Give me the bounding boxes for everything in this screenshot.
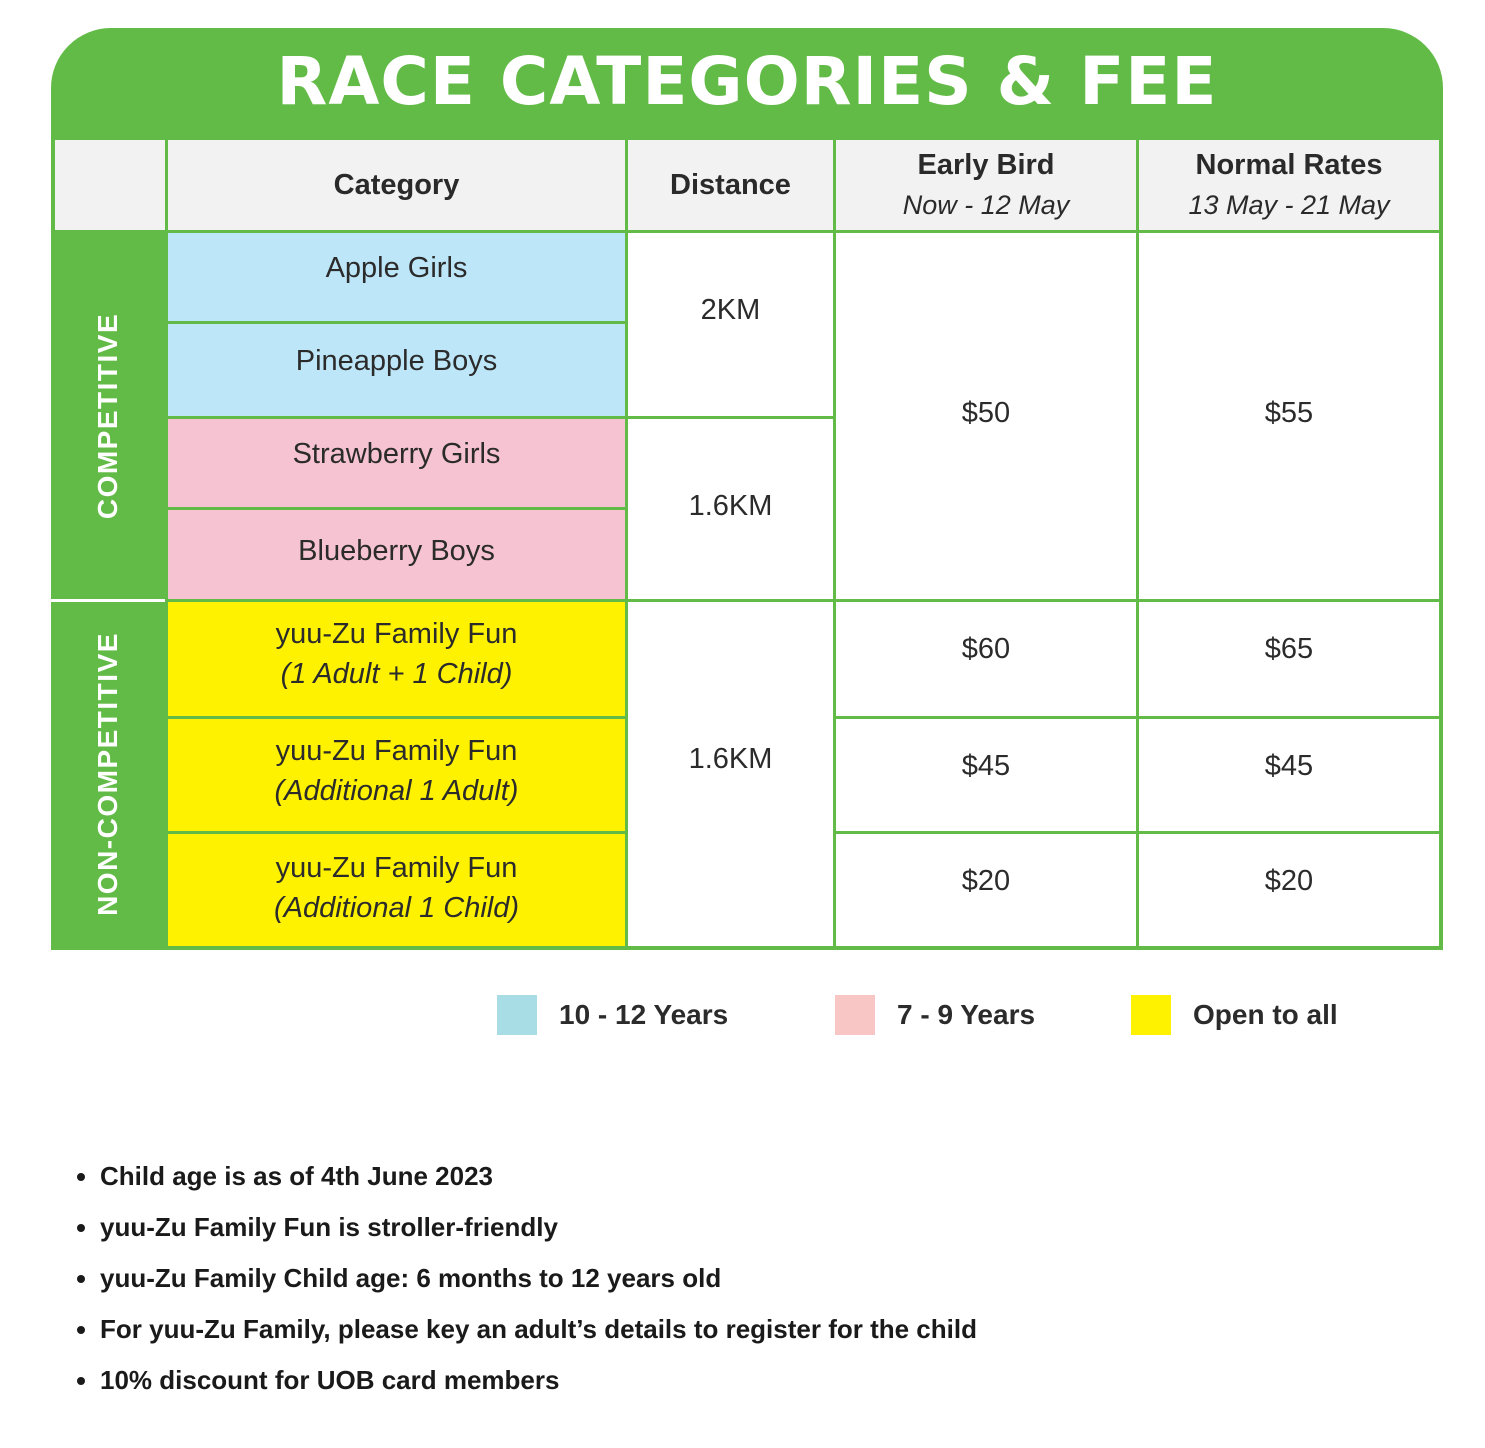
note-item: • Child age is as of 4th June 2023: [100, 1155, 977, 1206]
note-item: • 10% discount for UOB card members: [100, 1359, 977, 1410]
note-item: • yuu-Zu Family Child age: 6 months to 12 years old: [100, 1257, 977, 1308]
notes-list: [70, 1155, 977, 1410]
page-title: RACE CATEGORIES & FEE: [276, 43, 1218, 120]
legend-item-7-9: [835, 995, 1035, 1035]
normal-rates-dates: 13 May - 21 May: [1188, 190, 1390, 220]
race-fee-card: [51, 28, 1443, 950]
category-apple-girls: Apple Girls: [168, 233, 625, 321]
category-family-add-child: yuu-Zu Family Fun (Additional 1 Child): [168, 834, 625, 946]
header-normal-rates: [1139, 140, 1439, 230]
distance-1-6km-competitive: 1.6KM: [628, 419, 833, 599]
category-family-1a1c: yuu-Zu Family Fun (1 Adult + 1 Child): [168, 602, 625, 716]
header-blank-cell: [55, 140, 165, 230]
header-category: [168, 140, 625, 230]
price-family-1a1c-normal: $65: [1139, 602, 1439, 716]
note-item: • yuu-Zu Family Fun is stroller-friendly: [100, 1206, 977, 1257]
category-strawberry-girls: Strawberry Girls: [168, 419, 625, 507]
legend-item-open: [1131, 995, 1338, 1035]
category-blueberry-boys: Blueberry Boys: [168, 510, 625, 599]
header-distance: [628, 140, 833, 230]
price-family-1a1c-early: $60: [836, 602, 1136, 716]
price-add-child-normal: $20: [1139, 834, 1439, 946]
price-competitive-early: $50: [836, 233, 1136, 599]
group-label-non-competitive: NON-COMPETITIVE: [92, 632, 123, 916]
price-add-adult-normal: $45: [1139, 719, 1439, 831]
legend-swatch-yellow: [1131, 995, 1171, 1035]
category-family-add-adult: yuu-Zu Family Fun (Additional 1 Adult): [168, 719, 625, 831]
distance-1-6km-family: 1.6KM: [628, 602, 833, 946]
note-item: • For yuu-Zu Family, please key an adult’s details to register for the child: [100, 1308, 977, 1359]
legend-swatch-blue: [497, 995, 537, 1035]
header-category-label: Category: [333, 168, 460, 201]
group-label-competitive: COMPETITIVE: [92, 312, 124, 520]
early-bird-label: Early Bird: [917, 149, 1055, 181]
price-competitive-normal: $55: [1139, 233, 1439, 599]
legend-label: 10 - 12 Years: [559, 999, 729, 1030]
legend-item-10-12: [497, 995, 728, 1035]
header-early-bird: [836, 140, 1136, 230]
legend-label: Open to all: [1193, 999, 1338, 1030]
category-pineapple-boys: Pineapple Boys: [168, 324, 625, 416]
normal-rates-label: Normal Rates: [1195, 149, 1383, 181]
distance-2km: 2KM: [628, 233, 833, 416]
early-bird-dates: Now - 12 May: [902, 190, 1070, 220]
price-add-child-early: $20: [836, 834, 1136, 946]
legend-label: 7 - 9 Years: [897, 999, 1036, 1030]
price-add-adult-early: $45: [836, 719, 1136, 831]
header-distance-label: Distance: [670, 168, 791, 201]
legend-swatch-pink: [835, 995, 875, 1035]
